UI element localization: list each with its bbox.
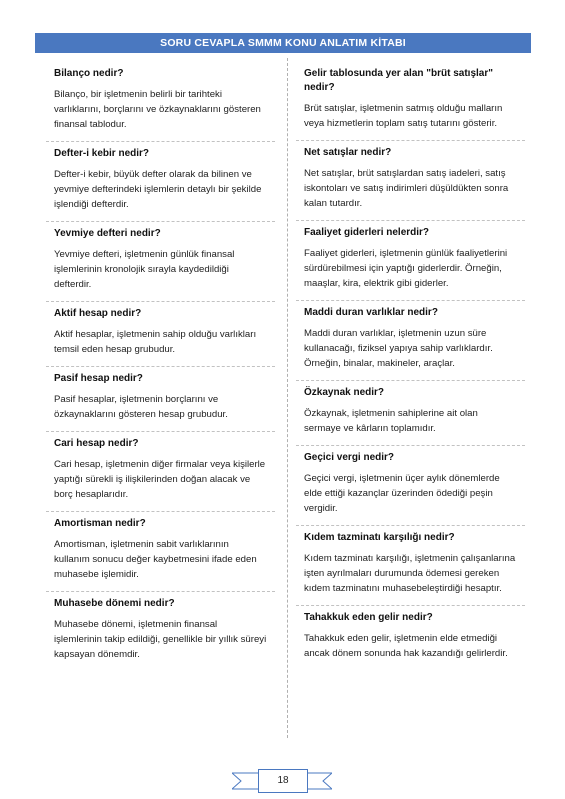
- question: Gelir tablosunda yer alan "brüt satışlar" nedir?: [304, 68, 493, 93]
- question: Cari hesap nedir?: [54, 438, 139, 449]
- answer: Kıdem tazminatı karşılığı, işletmenin çalışanlarına işten ayrılmaları durumunda ödemesi gereken kıdem tazminatını muhasebeleştirdiği hesaptır.: [304, 553, 516, 594]
- column-divider: [287, 58, 289, 738]
- answer: Defter-i kebir, büyük defter olarak da bilinen ve yevmiye defterindeki işlemlerin detaylı bir şekilde işlendiği defterdir.: [54, 169, 262, 210]
- answer: Brüt satışlar, işletmenin satmış olduğu malların veya hizmetlerin toplam satış tutarını gösterir.: [304, 103, 503, 129]
- question: Defter-i kebir nedir?: [54, 148, 150, 159]
- answer: Tahakkuk eden gelir, işletmenin elde etmediği ancak dönem sonunda hak kazandığı gelirlerdir.: [304, 633, 508, 659]
- question: Geçici vergi nedir?: [304, 452, 395, 463]
- qa-item: [296, 381, 525, 446]
- question: Muhasebe dönemi nedir?: [54, 598, 175, 609]
- question: Tahakkuk eden gelir nedir?: [304, 612, 433, 623]
- qa-item: [46, 222, 275, 302]
- answer: Özkaynak, işletmenin sahiplerine ait olan sermaye ve kârların toplamıdır.: [304, 408, 478, 434]
- qa-item: [296, 301, 525, 381]
- answer: Pasif hesaplar, işletmenin borçlarını ve özkaynaklarını gösteren hesap grubudur.: [54, 394, 228, 420]
- question: Aktif hesap nedir?: [54, 308, 142, 319]
- qa-item: [296, 141, 525, 221]
- question: Bilanço nedir?: [54, 68, 124, 79]
- question: Pasif hesap nedir?: [54, 373, 143, 384]
- question: Maddi duran varlıklar nedir?: [304, 307, 438, 318]
- question: Net satışlar nedir?: [304, 147, 392, 158]
- book-title-banner: SORU CEVAPLA SMMM KONU ANLATIM KİTABI: [35, 33, 531, 53]
- answer: Cari hesap, işletmenin diğer firmalar veya kişilerle yaptığı sürekli iş ilişkilerinden doğan alacak ve borç hesaplarıdır.: [54, 459, 266, 500]
- question: Faaliyet giderleri nelerdir?: [304, 227, 430, 238]
- qa-item: [46, 367, 275, 432]
- qa-item: [46, 512, 275, 592]
- answer: Geçici vergi, işletmenin üçer aylık dönemlerde elde ettiği kazançlar üzerinden ödediği peşin vergidir.: [304, 473, 500, 514]
- answer: Muhasebe dönemi, işletmenin finansal işlemlerinin takip edildiği, genellikle bir yıllık süreyi kapsayan dönemdir.: [54, 619, 267, 660]
- answer: Yevmiye defteri, işletmenin günlük finansal işlemlerinin kronolojik sırayla kaydedildiği defterdir.: [54, 249, 235, 290]
- right-column: [296, 62, 525, 670]
- question: Özkaynak nedir?: [304, 387, 385, 398]
- qa-item: [46, 592, 275, 671]
- page-number: 18: [258, 769, 308, 793]
- answer: Aktif hesaplar, işletmenin sahip olduğu varlıkları temsil eden hesap grubudur.: [54, 329, 257, 355]
- answer: Maddi duran varlıklar, işletmenin uzun süre kullanacağı, fiziksel yapıya sahip varlıklardır. Örneğin, binalar, makineler, araçlar.: [304, 328, 493, 369]
- question: Yevmiye defteri nedir?: [54, 228, 161, 239]
- qa-item: [46, 302, 275, 367]
- qa-item: [296, 526, 525, 606]
- question: Kıdem tazminatı karşılığı nedir?: [304, 532, 455, 543]
- left-column: [46, 62, 275, 671]
- answer: Net satışlar, brüt satışlardan satış iadeleri, satış iskontoları ve satış indirimleri düşüldükten sonra kalan tutardır.: [304, 168, 509, 209]
- qa-item: [46, 432, 275, 512]
- qa-item: [296, 446, 525, 526]
- qa-item: [46, 142, 275, 222]
- answer: Faaliyet giderleri, işletmenin günlük faaliyetlerini sürdürebilmesi için yaptığı giderlerdir. Örneğin, maaşlar, kira, elektrik gibi giderler.: [304, 248, 508, 289]
- qa-item: [296, 221, 525, 301]
- page-footer: [232, 763, 332, 797]
- qa-item: [296, 62, 525, 141]
- answer: Amortisman, işletmenin sabit varlıklarının kullanım sonucu değer kaybetmesini ifade eden muhasebe işlemidir.: [54, 539, 257, 580]
- qa-item: [46, 62, 275, 142]
- qa-item: [296, 606, 525, 670]
- question: Amortisman nedir?: [54, 518, 146, 529]
- answer: Bilanço, bir işletmenin belirli bir tarihteki varlıklarını, borçlarını ve özkaynaklarını gösteren finansal tablodur.: [54, 89, 261, 130]
